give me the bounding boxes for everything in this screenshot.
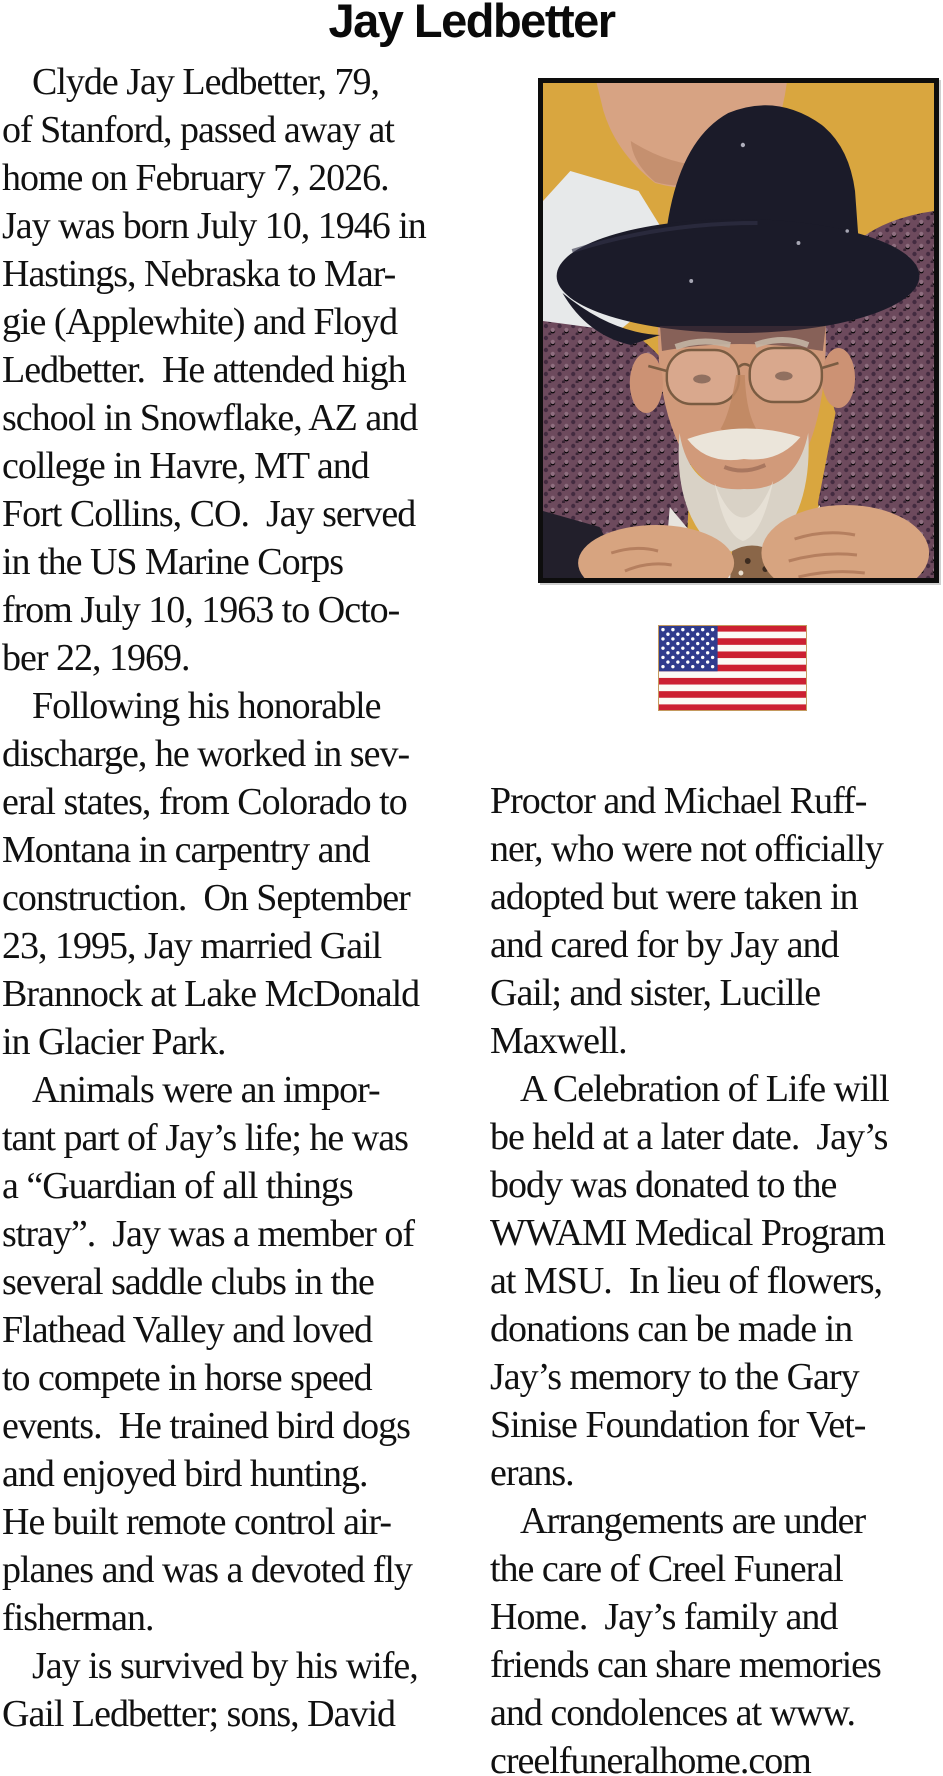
text-line: Home. Jay’s family and — [490, 1596, 838, 1638]
text-line: in the US Marine Corps — [2, 541, 344, 583]
text-line: WWAMI Medical Program — [490, 1212, 885, 1254]
portrait-photo — [538, 78, 939, 583]
text-line: Proctor and Michael Ruff- — [490, 780, 867, 822]
text-line: events. He trained bird dogs — [2, 1405, 410, 1447]
text-line: Gail Ledbetter; sons, David — [2, 1693, 396, 1735]
portrait-photo-image — [543, 83, 934, 578]
text-line: Clyde Jay Ledbetter, 79, — [32, 61, 379, 103]
text-line: Arrangements are under — [520, 1500, 866, 1542]
text-line: Fort Collins, CO. Jay served — [2, 493, 416, 535]
text-line: Jay’s memory to the Gary — [490, 1356, 859, 1398]
text-line: and enjoyed bird hunting. — [2, 1453, 368, 1495]
text-line: Animals were an impor- — [32, 1069, 380, 1111]
page-title: Jay Ledbetter — [328, 0, 615, 47]
text-line: from July 10, 1963 to Octo- — [2, 589, 400, 631]
text-line: discharge, he worked in sev- — [2, 733, 410, 775]
text-line: ner, who were not officially — [490, 828, 883, 870]
text-line: stray”. Jay was a member of — [2, 1213, 415, 1255]
text-line: at MSU. In lieu of flowers, — [490, 1260, 883, 1302]
text-line: adopted but were taken in — [490, 876, 858, 918]
text-line: ber 22, 1969. — [2, 637, 190, 679]
text-line: body was donated to the — [490, 1164, 837, 1206]
obituary-left-column — [2, 58, 458, 1738]
text-line: erans. — [490, 1452, 574, 1494]
text-line: Flathead Valley and loved — [2, 1309, 373, 1351]
text-line: Sinise Foundation for Vet- — [490, 1404, 866, 1446]
text-line: construction. On September — [2, 877, 410, 919]
text-line: and cared for by Jay and — [490, 924, 839, 966]
text-line: a “Guardian of all things — [2, 1165, 353, 1207]
text-line: Montana in carpentry and — [2, 829, 370, 871]
text-line: Jay was born July 10, 1946 in — [2, 205, 426, 247]
text-line: planes and was a devoted fly — [2, 1549, 412, 1591]
american-flag-svg — [658, 625, 807, 711]
text-line: creelfuneralhome.com — [490, 1740, 811, 1776]
text-line: college in Havre, MT and — [2, 445, 369, 487]
text-line: be held at a later date. Jay’s — [490, 1116, 888, 1158]
text-line: Maxwell. — [490, 1020, 627, 1062]
text-line: and condolences at www. — [490, 1692, 855, 1734]
text-line: several saddle clubs in the — [2, 1261, 374, 1303]
text-line: to compete in horse speed — [2, 1357, 372, 1399]
text-line: fisherman. — [2, 1597, 154, 1639]
text-line: Jay is survived by his wife, — [32, 1645, 418, 1687]
text-line: the care of Creel Funeral — [490, 1548, 843, 1590]
text-line: Gail; and sister, Lucille — [490, 972, 821, 1014]
obituary-right-column — [490, 777, 942, 1776]
text-line: A Celebration of Life will — [520, 1068, 889, 1110]
text-line: friends can share memories — [490, 1644, 881, 1686]
text-line: donations can be made in — [490, 1308, 853, 1350]
text-line: gie (Applewhite) and Floyd — [2, 301, 398, 343]
text-line: of Stanford, passed away at — [2, 109, 394, 151]
text-line: home on February 7, 2026. — [2, 157, 389, 199]
text-line: eral states, from Colorado to — [2, 781, 407, 823]
text-line: tant part of Jay’s life; he was — [2, 1117, 408, 1159]
text-line: in Glacier Park. — [2, 1021, 226, 1063]
text-line: Brannock at Lake McDonald — [2, 973, 420, 1015]
text-line: 23, 1995, Jay married Gail — [2, 925, 382, 967]
american-flag-icon — [658, 625, 807, 711]
text-line: He built remote control air- — [2, 1501, 392, 1543]
text-line: Ledbetter. He attended high — [2, 349, 406, 391]
text-line: Hastings, Nebraska to Mar- — [2, 253, 396, 295]
text-line: school in Snowflake, AZ and — [2, 397, 418, 439]
text-line: Following his honorable — [32, 685, 381, 727]
